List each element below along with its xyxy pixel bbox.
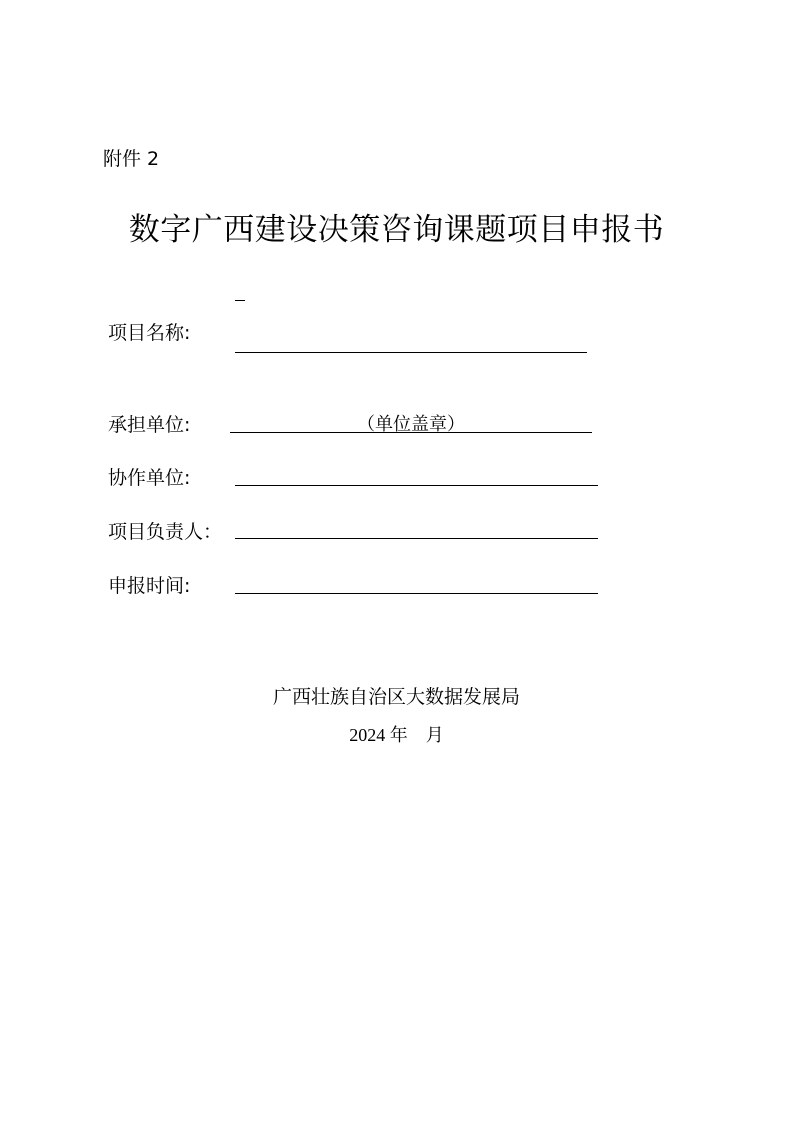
- unit-stamp-text: （单位盖章）: [357, 414, 465, 435]
- project-leader-underline: [235, 538, 598, 539]
- cooperating-unit-underline: [235, 485, 598, 486]
- cooperating-unit-label: 协作单位:: [108, 467, 191, 489]
- project-leader-label: 项目负责人：: [108, 521, 223, 543]
- project-name-label: 项目名称:: [108, 322, 191, 344]
- document-title: 数字广西建设决策咨询课题项目申报书: [128, 212, 665, 248]
- project-name-value[interactable]: [235, 320, 587, 344]
- issue-date: 2024 年 月: [349, 725, 444, 745]
- undertaking-unit-underline: [230, 432, 592, 433]
- undertaking-unit-label: 承担单位:: [108, 414, 191, 436]
- cooperating-unit-value[interactable]: [235, 462, 598, 484]
- issuing-authority: 广西壮族自治区大数据发展局: [272, 686, 520, 708]
- attachment-label: 附件 2: [103, 148, 160, 170]
- application-date-label: 申报时间:: [108, 575, 191, 597]
- application-date-underline: [235, 593, 598, 594]
- project-leader-value[interactable]: [235, 515, 598, 537]
- dash-mark: [235, 300, 245, 301]
- project-name-underline: [235, 352, 587, 353]
- application-date-value[interactable]: [235, 570, 598, 592]
